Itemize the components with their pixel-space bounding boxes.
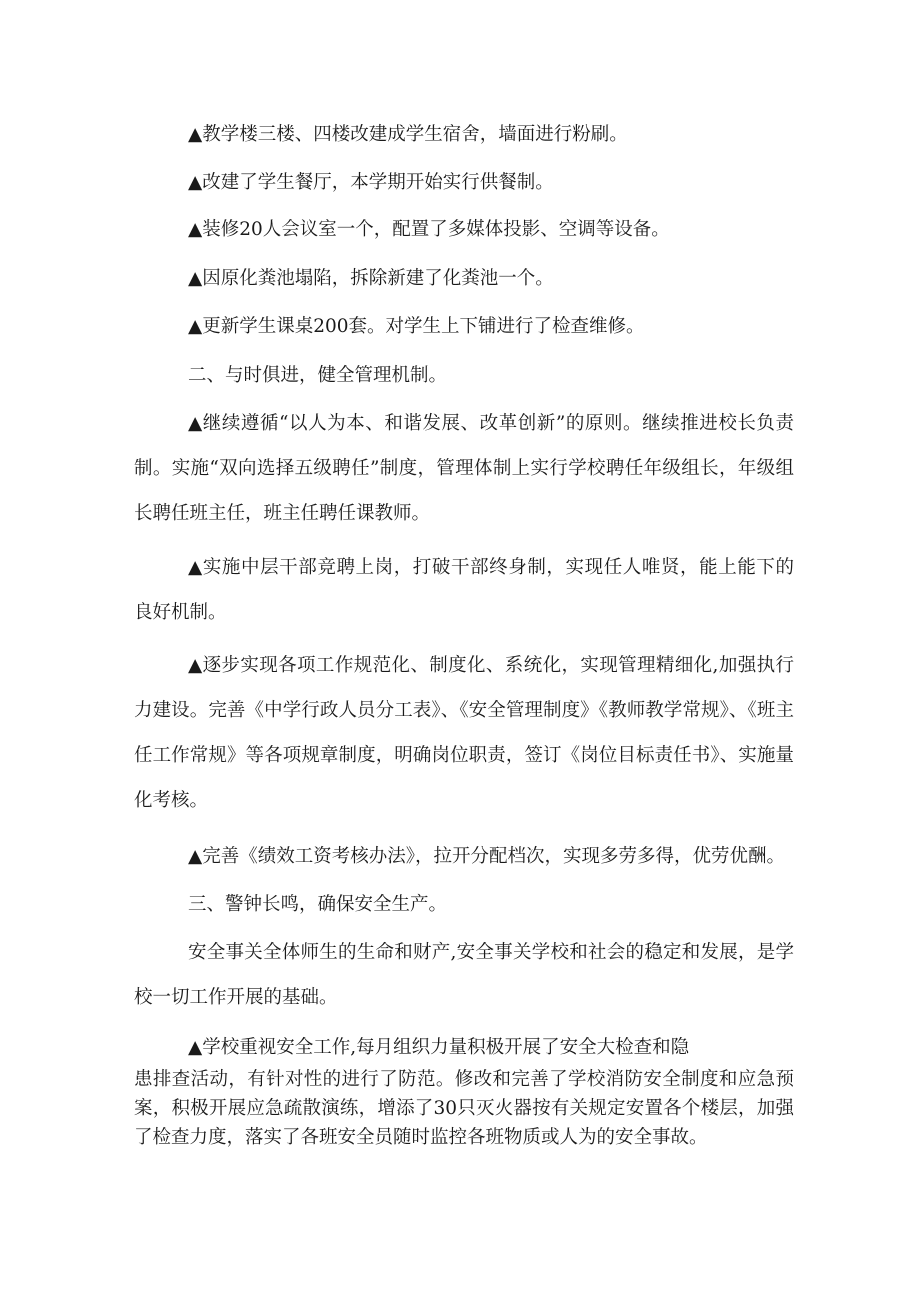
paragraph-principles: ▲继续遵循“以人为本、和谐发展、改革创新”的原则。继续推进校长负责制。实施“双向选择五级聘任”制度，管理体制上实行学校聘任年级组长，年级组长聘任班主任，班主任聘任课教师。: [134, 413, 794, 524]
paragraph-dormitory: ▲教学楼三楼、四楼改建成学生宿舍，墙面进行粉刷。: [188, 124, 628, 145]
paragraph-safety-inspection: ▲学校重视安全工作,每月组织力量积极开展了安全大检查和隐: [188, 1037, 690, 1058]
paragraph-safety-importance: 安全事关全体师生的生命和财产,安全事关学校和社会的稳定和发展，是学校一切工作开展的基础。: [134, 942, 794, 1008]
paragraph-septic-tank: ▲因原化粪池塌陷，拆除新建了化粪池一个。: [188, 268, 554, 289]
paragraph-meeting-room: ▲装修20人会议室一个，配置了多媒体投影、空调等设备。: [188, 219, 670, 240]
paragraph-canteen: ▲改建了学生餐厅，本学期开始实行供餐制。: [188, 172, 554, 193]
section-heading-safety: 三、警钟长鸣，确保安全生产。: [188, 894, 448, 915]
paragraph-cadre-competition: ▲实施中层干部竞聘上岗，打破干部终身制，实现任人唯贤，能上能下的良好机制。: [134, 557, 794, 623]
paragraph-standardization: ▲逐步实现各项工作规范化、制度化、系统化，实现管理精细化,加强执行力建设。完善《中学行政人员分工表》、《安全管理制度》《教师教学常规》、《班主任工作常规》等各项规章制度，明确岗位职责，签订《岗位目标责任书》、实施量化考核。: [134, 655, 794, 811]
paragraph-performance-pay: ▲完善《绩效工资考核办法》，拉开分配档次，实现多劳多得，优劳优酬。: [188, 846, 785, 867]
paragraph-desks: ▲更新学生课桌200套。对学生上下铺进行了检查维修。: [188, 316, 645, 337]
paragraph-safety-measures: 患排查活动，有针对性的进行了防范。修改和完善了学校消防安全制度和应急预案，积极开展应急疏散演练，增添了30只灭火器按有关规定安置各个楼层，加强了检查力度，落实了各班安全员随时监控各班物质或人为的安全事故。: [134, 1069, 794, 1148]
section-heading-management: 二、与时俱进，健全管理机制。: [188, 365, 448, 386]
